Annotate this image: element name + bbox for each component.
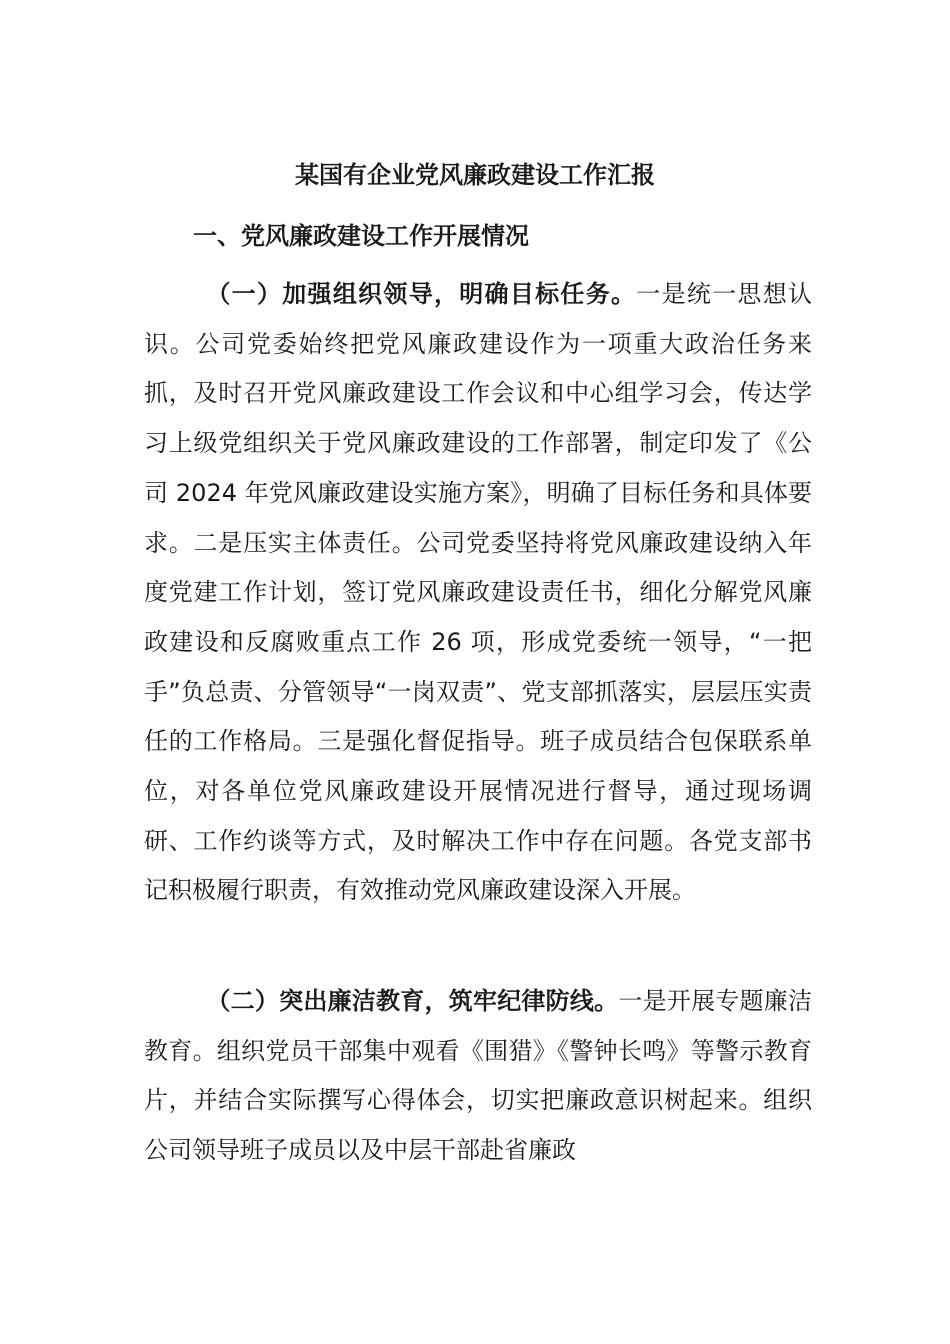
section-heading: 一、党风廉政建设工作开展情况: [193, 222, 529, 250]
paragraph-2: [144, 977, 812, 1176]
paragraph-1-text: 一是统一思想认识。公司党委始终把党风廉政建设作为一项重大政治任务来抓，及时召开党风廉政建设工作会议和中心组学习会，传达学习上级党组织关于党风廉政建设的工作部署，制定印发了《公司 2024 年党风廉政建设实施方案》，明确了目标任务和具体要求。二是压实主体责任。公司党委坚持将党风廉政建设纳入年度党建工作计划，签订党风廉政建设责任书，细化分解党风廉政建设和反腐败重点工作 26 项，形成党委统一领导，“一把手”负总责、分管领导“一岗双责”、党支部抓落实，层层压实责任的工作格局。三是强化督促指导。班子成员结合包保联系单位，对各单位党风廉政建设开展情况进行督导，通过现场调研、工作约谈等方式，及时解决工作中存在问题。各党支部书记积极履行职责，有效推动党风廉政建设深入开展。: [144, 280, 813, 905]
paragraph-1-lead: （一）加强组织领导，明确目标任务。: [206, 280, 637, 308]
document-title: 某国有企业党风廉政建设工作汇报: [295, 161, 655, 189]
paragraph-2-text: 一是开展专题廉洁教育。组织党员干部集中观看《围猎》《警钟长鸣》等警示教育片，并结合实际撰写心得体会，切实把廉政意识树起来。组织公司领导班子成员以及中层干部赴省廉政: [144, 987, 813, 1165]
paragraph-1: [144, 270, 812, 916]
paragraph-2-lead: （二）突出廉洁教育，筑牢纪律防线。: [206, 987, 619, 1015]
